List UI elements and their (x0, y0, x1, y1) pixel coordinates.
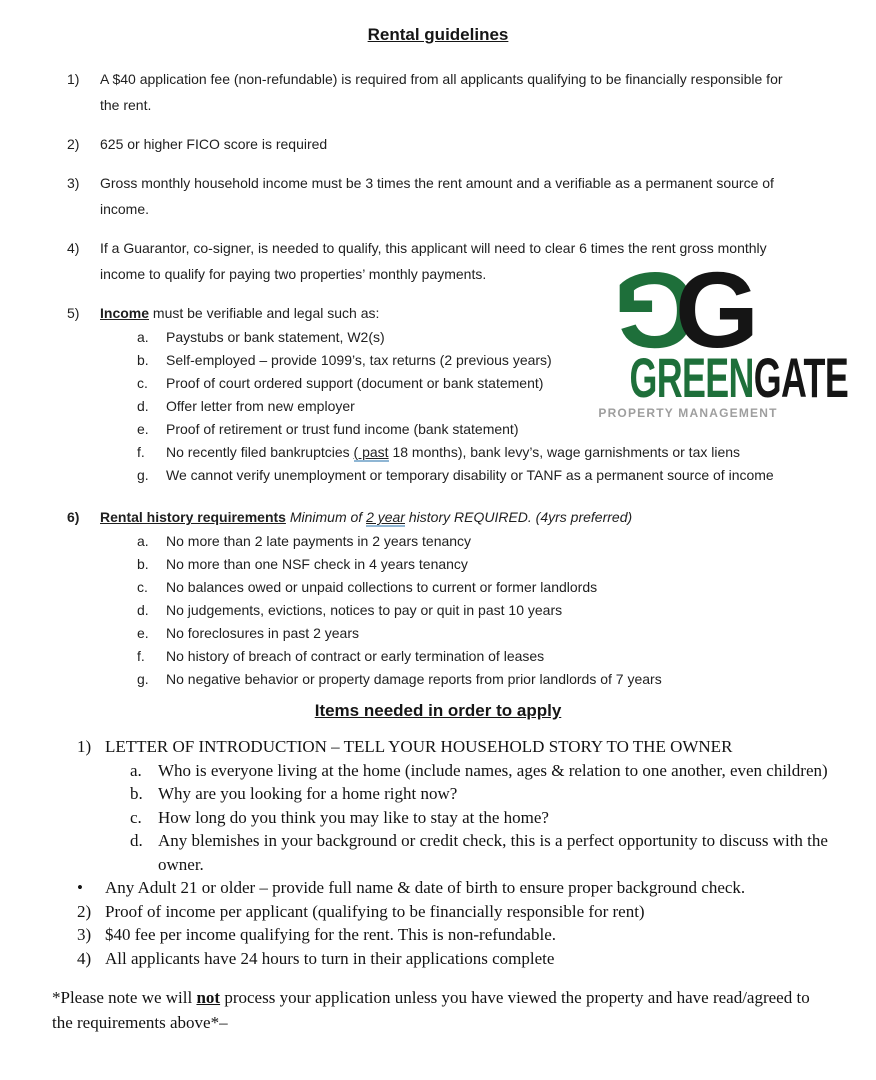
greengate-logo (568, 249, 849, 420)
guideline-item-1 (0, 66, 876, 118)
sub-text: How long do you think you may like to stay at the home? (158, 807, 549, 827)
sub-text: Why are you looking for a home right now? (158, 784, 458, 803)
sub-letter: b. (137, 556, 149, 572)
income-sub-g (0, 464, 876, 487)
sub-text: No more than one NSF check in 4 years tenancy (166, 556, 468, 572)
logo-tagline: PROPERTY MANAGEMENT (598, 406, 778, 420)
sub-letter: b. (130, 784, 143, 803)
sub-text: Self-employed – provide 1099’s, tax returns (2 previous years) (166, 352, 552, 368)
apply-items-list (0, 735, 876, 970)
sub-letter: c. (137, 579, 148, 595)
sub-letter: f. (137, 648, 145, 664)
sub-letter: g. (137, 467, 149, 483)
letter-sub-c (0, 806, 876, 830)
sub-letter: b. (137, 352, 149, 368)
item-text: Proof of income per applicant (qualifying to be financially responsible for rent) (105, 901, 645, 921)
logo-g-green-icon: G (613, 250, 698, 371)
apply-item-1 (0, 735, 876, 759)
footnote-emphasis: not (196, 988, 221, 1007)
item-number: 2) (77, 901, 92, 921)
history-sub-b (0, 553, 876, 576)
income-sub-e (0, 418, 876, 441)
sub-text: No recently filed bankruptcies ( past 18 months), bank levy’s, wage garnishments or tax liens (166, 444, 741, 460)
grammar-marked-text: 2 year (366, 509, 405, 525)
item-number: 4) (67, 240, 80, 256)
item-text: $40 fee per income qualifying for the rent. This is non-refundable. (105, 925, 556, 944)
spacer (0, 487, 876, 504)
history-sub-e (0, 622, 876, 645)
logo-g-black-icon: G (675, 249, 760, 370)
item-text: A $40 application fee (non-refundable) is required from all applicants qualifying to be financially responsible for the rent. (100, 71, 783, 113)
sub-letter: d. (137, 602, 149, 618)
adult-bullet-item (0, 876, 876, 900)
sub-text: We cannot verify unemployment or temporary disability or TANF as a permanent source of income (166, 467, 774, 483)
sub-text: Proof of retirement or trust fund income (bank statement) (166, 421, 519, 437)
guideline-item-6 (0, 504, 876, 530)
sub-text: No balances owed or unpaid collections to current or former landlords (166, 579, 598, 595)
sub-text: No judgements, evictions, notices to pay or quit in past 10 years (166, 602, 563, 618)
item-text: LETTER OF INTRODUCTION – TELL YOUR HOUSEHOLD STORY TO THE OWNER (105, 737, 733, 756)
history-sub-a (0, 530, 876, 553)
guideline-item-2 (0, 131, 876, 157)
item-number: 1) (77, 737, 92, 756)
rental-history-keyword: Rental history requirements (100, 509, 286, 525)
sub-text: Paystubs or bank statement, W2(s) (166, 329, 385, 345)
logo-wordmark (568, 346, 849, 409)
sub-letter: a. (137, 329, 149, 345)
sub-letter: e. (137, 625, 149, 641)
footnote: *Please note we will not process your application unless you have viewed the property and have read/agreed to the requirements above*– (52, 988, 810, 1032)
letter-sub-d (0, 829, 876, 876)
item-number: 3) (67, 175, 80, 191)
sub-letter: f. (137, 444, 145, 460)
greengate-monogram-icon (613, 249, 763, 371)
item-text: If a Guarantor, co-signer, is needed to qualify, this applicant will need to clear 6 times the rent gross monthly income to qualify for paying two properties’ monthly payments. (100, 240, 767, 282)
apply-section-title: Items needed in order to apply (314, 701, 562, 720)
item-text: Any Adult 21 or older – provide full name & date of birth to ensure proper background check. (105, 878, 746, 897)
sub-text: No history of breach of contract or early termination of leases (166, 648, 545, 664)
item-number: 6) (67, 509, 80, 525)
letter-sub-a (0, 759, 876, 783)
sub-letter: d. (130, 831, 143, 850)
guideline-item-3 (0, 170, 876, 222)
item-number: 4) (77, 948, 92, 968)
sub-letter: g. (137, 671, 149, 687)
sub-text: Offer letter from new employer (166, 398, 355, 414)
logo-word-black: GATE (753, 346, 849, 409)
spellcheck-marked-text: ( past (353, 444, 389, 460)
item-number: 5) (67, 305, 80, 321)
sub-text: No negative behavior or property damage reports from prior landlords of 7 years (166, 671, 662, 687)
sub-letter: d. (137, 398, 149, 414)
sub-text: No more than 2 late payments in 2 years tenancy (166, 533, 472, 549)
history-sub-g (0, 668, 876, 691)
income-sub-f (0, 441, 876, 464)
apply-item-2 (0, 900, 876, 924)
item-number: 2) (67, 136, 80, 152)
item-text: Gross monthly household income must be 3 times the rent amount and a verifiable as a permanent source of income. (100, 175, 774, 217)
sub-letter: c. (137, 375, 148, 391)
item-text: Rental history requirements Minimum of 2 year history REQUIRED. (4yrs preferred) (100, 509, 633, 525)
item-number: 3) (77, 925, 92, 944)
sub-letter: e. (137, 421, 149, 437)
income-keyword: Income (100, 305, 150, 321)
item-text: 625 or higher FICO score is required (100, 136, 328, 152)
sub-letter: a. (137, 533, 149, 549)
history-sub-c (0, 576, 876, 599)
history-sub-d (0, 599, 876, 622)
item-number: 1) (67, 71, 80, 87)
item-text: Income must be verifiable and legal such as: (100, 305, 380, 321)
logo-word-green: GREEN (629, 346, 754, 409)
sub-text: Who is everyone living at the home (include names, ages & relation to one another, even children) (158, 760, 828, 780)
history-sub-f (0, 645, 876, 668)
sub-text: No foreclosures in past 2 years (166, 625, 359, 641)
sub-letter: c. (130, 807, 142, 827)
item-text: All applicants have 24 hours to turn in their applications complete (105, 948, 555, 968)
sub-text: Proof of court ordered support (document or bank statement) (166, 375, 544, 391)
apply-item-3 (0, 923, 876, 947)
sub-letter: a. (130, 760, 142, 780)
apply-item-4 (0, 947, 876, 971)
document-title: Rental guidelines (367, 25, 509, 44)
bullet-marker: • (77, 878, 83, 897)
sub-text: Any blemishes in your background or credit check, this is a perfect opportunity to discuss with the owner. (158, 831, 828, 874)
letter-sub-b (0, 782, 876, 806)
